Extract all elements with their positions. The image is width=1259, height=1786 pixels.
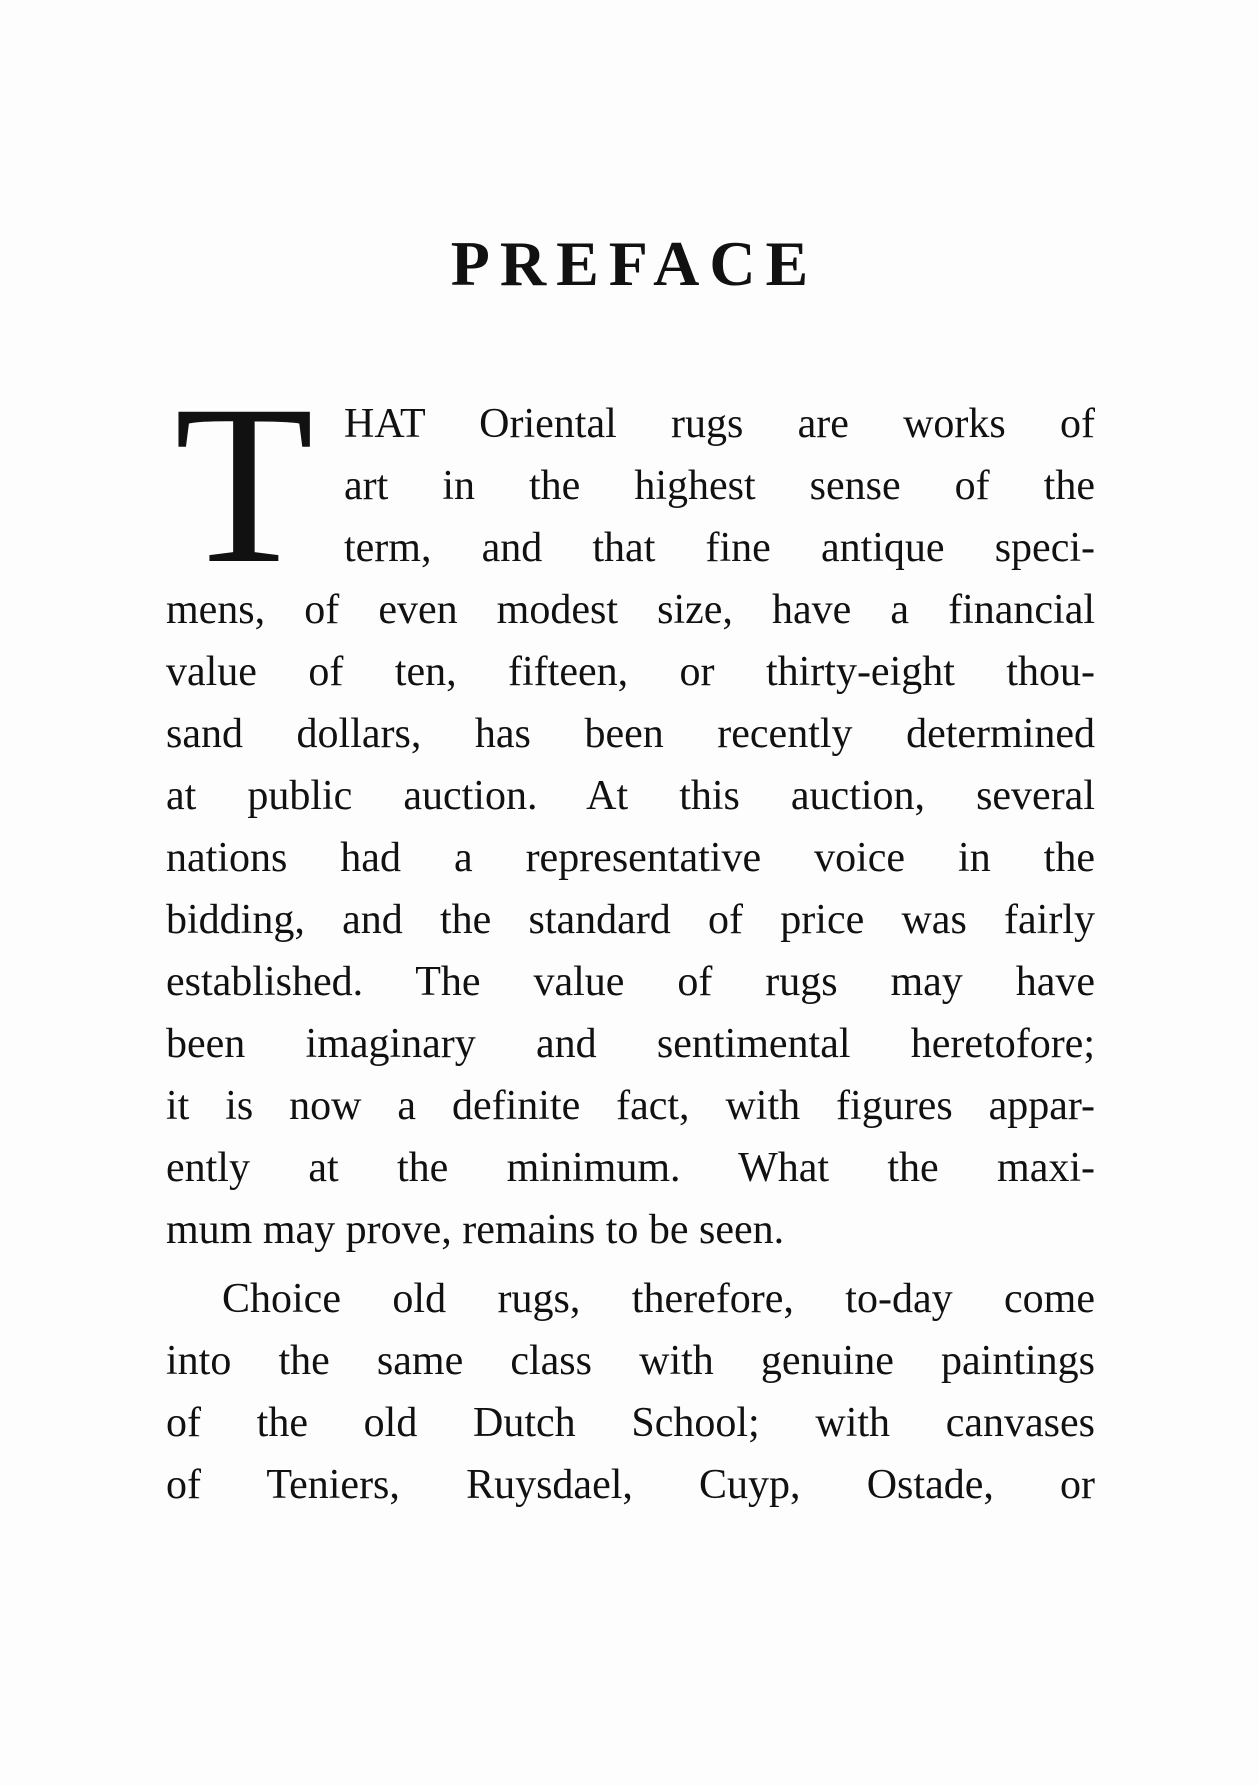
text-line: established. The value of rugs may have: [166, 959, 1095, 1005]
text-line: mum may prove, remains to be seen.: [166, 1207, 785, 1253]
text-line: Choice old rugs, therefore, to-day come: [222, 1276, 1095, 1322]
text-line: HAT Oriental rugs are works of: [344, 401, 1095, 447]
text-line: of the old Dutch School; with canvases: [166, 1400, 1095, 1446]
text-line: art in the highest sense of the: [344, 463, 1095, 509]
text-line: value of ten, fifteen, or thirty-eight thou-: [166, 649, 1095, 695]
text-line: ently at the minimum. What the maxi-: [166, 1145, 1095, 1191]
text-line: it is now a definite fact, with figures appar-: [166, 1083, 1095, 1129]
text-line: been imaginary and sentimental heretofore;: [166, 1021, 1095, 1067]
text-line: of Teniers, Ruysdael, Cuyp, Ostade, or: [166, 1462, 1095, 1508]
text-line: bidding, and the standard of price was fairly: [166, 897, 1095, 943]
drop-cap-letter: [166, 393, 336, 571]
text-line: mens, of even modest size, have a financial: [166, 587, 1095, 633]
text-line: nations had a representative voice in the: [166, 835, 1095, 881]
drop-cap-glyph: T: [174, 393, 314, 571]
page-title: PREFACE: [450, 228, 819, 299]
text-line: into the same class with genuine paintings: [166, 1338, 1095, 1384]
paragraph-2: [166, 1268, 1095, 1516]
text-line: term, and that fine antique speci-: [344, 525, 1095, 571]
text-line: at public auction. At this auction, several: [166, 773, 1095, 819]
drop-cap: [166, 393, 336, 571]
paragraph-1: [166, 393, 1095, 1261]
text-line: sand dollars, has been recently determined: [166, 711, 1095, 757]
